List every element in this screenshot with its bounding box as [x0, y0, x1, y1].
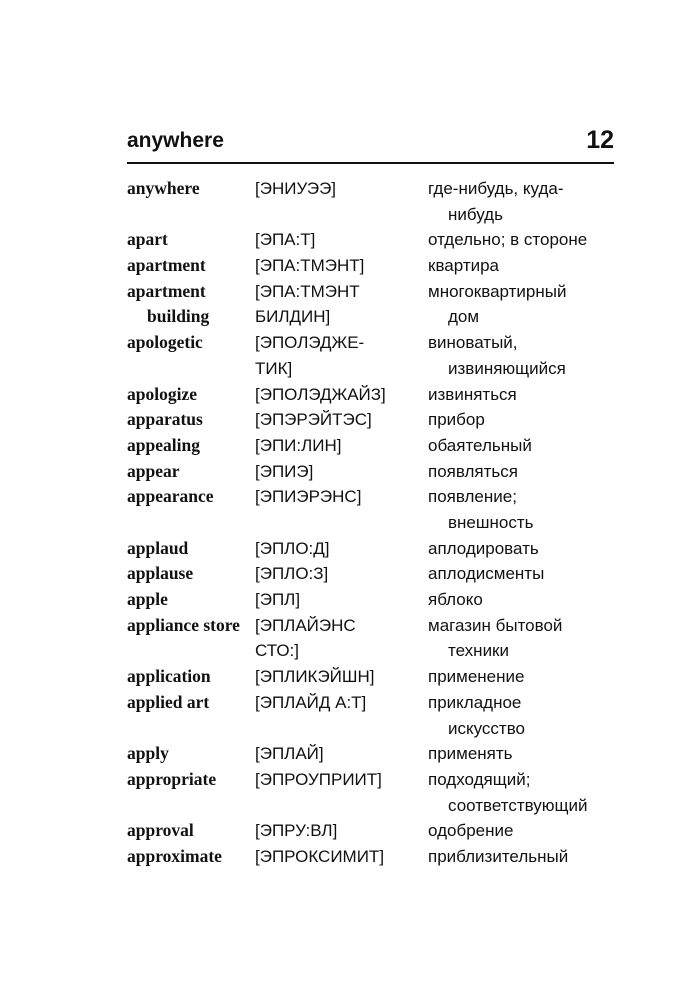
headword — [127, 690, 257, 716]
transcription — [255, 767, 427, 793]
headword-line: applied art — [127, 691, 210, 712]
transcription — [255, 279, 427, 330]
headword-line: appropriate — [127, 768, 217, 789]
translation-line: нибудь — [448, 204, 503, 224]
translation-line: квартира — [428, 256, 500, 276]
transcription-line: [ЭПЛО:З] — [255, 564, 329, 584]
transcription-line: [ЭПА:Т] — [255, 230, 316, 250]
headword — [127, 176, 257, 202]
transcription — [255, 664, 427, 690]
headword — [127, 484, 257, 510]
translation-line: подходящий; — [428, 769, 531, 789]
dictionary-entry — [127, 382, 614, 408]
translation-line: аплодировать — [428, 538, 539, 558]
transcription — [255, 382, 427, 408]
transcription-line: [ЭПЭРЭЙТЭС] — [255, 410, 372, 430]
dictionary-entry — [127, 690, 614, 741]
headword-line: apartment — [127, 255, 206, 276]
dictionary-entry — [127, 253, 614, 279]
translation-line: искусство — [448, 718, 526, 738]
dictionary-entry — [127, 664, 614, 690]
transcription — [255, 818, 427, 844]
dictionary-entry — [127, 536, 614, 562]
translation-line: появление; — [428, 487, 517, 507]
translation — [428, 587, 628, 613]
headword — [127, 382, 257, 408]
dictionary-entry — [127, 176, 614, 227]
transcription-line: ТИК] — [255, 358, 293, 378]
dictionary-entry — [127, 613, 614, 664]
translation-line: применять — [428, 744, 513, 764]
transcription — [255, 407, 427, 433]
transcription-line: [ЭПРОКСИМИТ] — [255, 846, 385, 866]
dictionary-entry — [127, 227, 614, 253]
transcription-line: [ЭПА:ТМЭНТ] — [255, 256, 365, 276]
transcription — [255, 844, 427, 870]
headword — [127, 407, 257, 433]
translation — [428, 844, 628, 870]
transcription — [255, 690, 427, 716]
headword — [127, 459, 257, 485]
translation — [428, 767, 628, 818]
headword-line: apologize — [127, 383, 197, 404]
transcription-line: [ЭПЛИКЭЙШН] — [255, 667, 375, 687]
transcription-line: [ЭПОЛЭДЖЕ- — [255, 333, 365, 353]
dictionary-entry — [127, 484, 614, 535]
translation-line: аплодисменты — [428, 564, 545, 584]
translation — [428, 330, 628, 381]
translation — [428, 279, 628, 330]
transcription-line: [ЭПОЛЭДЖАЙЗ] — [255, 384, 386, 404]
dictionary-entries — [127, 176, 614, 870]
headword — [127, 587, 257, 613]
translation — [428, 227, 628, 253]
dictionary-entry — [127, 330, 614, 381]
transcription — [255, 613, 427, 664]
translation — [428, 459, 628, 485]
transcription — [255, 253, 427, 279]
headword-line: apart — [127, 229, 168, 250]
headword — [127, 253, 257, 279]
headword-line: apologetic — [127, 332, 203, 353]
translation-line: техники — [448, 641, 509, 661]
dictionary-entry — [127, 279, 614, 330]
translation-line: где-нибудь, куда- — [428, 179, 564, 198]
translation-line: соответствующий — [448, 795, 588, 815]
translation — [428, 382, 628, 408]
headword-line: approval — [127, 820, 194, 841]
translation-line: отдельно; в стороне — [428, 230, 588, 250]
headword-line: appealing — [127, 434, 200, 455]
translation-line: прибор — [428, 410, 485, 430]
headword-line: building — [147, 306, 210, 327]
page-header — [127, 126, 614, 164]
page-number: 12 — [586, 126, 614, 154]
transcription-line: [ЭПЛАЙЭНС — [255, 615, 356, 635]
transcription — [255, 561, 427, 587]
translation — [428, 407, 628, 433]
translation-line: приблизительный — [428, 846, 569, 866]
translation — [428, 176, 628, 227]
translation — [428, 690, 628, 741]
dictionary-entry — [127, 433, 614, 459]
dictionary-entry — [127, 407, 614, 433]
transcription — [255, 741, 427, 767]
headword-line: applause — [127, 563, 194, 584]
translation — [428, 484, 628, 535]
transcription-line: БИЛДИН] — [255, 307, 331, 327]
dictionary-entry — [127, 561, 614, 587]
headword-line: appliance store — [127, 614, 240, 635]
translation — [428, 433, 628, 459]
headword — [127, 330, 257, 356]
headword-line: applaud — [127, 537, 189, 558]
translation-line: магазин бытовой — [428, 615, 563, 635]
headword — [127, 433, 257, 459]
headword — [127, 613, 257, 639]
transcription-line: [ЭПИЭ] — [255, 461, 314, 481]
translation — [428, 253, 628, 279]
transcription — [255, 433, 427, 459]
headword — [127, 561, 257, 587]
headword-line: apartment — [127, 280, 206, 301]
translation-line: яблоко — [428, 590, 483, 610]
dictionary-entry — [127, 818, 614, 844]
translation-line: извиняющийся — [448, 358, 566, 378]
dictionary-entry — [127, 844, 614, 870]
transcription — [255, 176, 427, 202]
transcription-line: [ЭПА:ТМЭНТ — [255, 281, 360, 301]
dictionary-entry — [127, 459, 614, 485]
transcription-line: [ЭПИЭРЭНС] — [255, 487, 362, 507]
transcription — [255, 587, 427, 613]
transcription — [255, 459, 427, 485]
translation-line: прикладное — [428, 692, 522, 712]
transcription — [255, 227, 427, 253]
translation-line: дом — [448, 307, 480, 327]
headword-line: approximate — [127, 845, 222, 866]
dictionary-entry — [127, 741, 614, 767]
transcription-line: [ЭПЛ] — [255, 590, 301, 610]
translation — [428, 561, 628, 587]
headword — [127, 536, 257, 562]
translation-line: обаятельный — [428, 435, 532, 455]
translation — [428, 818, 628, 844]
headword-line: anywhere — [127, 178, 200, 198]
translation-line: извиняться — [428, 384, 517, 404]
headword-line: apparatus — [127, 409, 203, 430]
headword-line: apply — [127, 743, 169, 764]
transcription — [255, 484, 427, 510]
dictionary-entry — [127, 767, 614, 818]
translation — [428, 664, 628, 690]
transcription — [255, 536, 427, 562]
headword-line: appear — [127, 460, 180, 481]
headword-line: apple — [127, 589, 168, 610]
translation-line: многоквартирный — [428, 281, 567, 301]
transcription-line: [ЭПЛАЙД А:Т] — [255, 692, 367, 712]
transcription-line: СТО:] — [255, 641, 300, 661]
headword — [127, 818, 257, 844]
transcription — [255, 330, 427, 381]
dictionary-entry — [127, 587, 614, 613]
running-head: anywhere — [127, 129, 224, 152]
headword — [127, 767, 257, 793]
transcription-line: [ЭПРУ:ВЛ] — [255, 821, 338, 841]
headword-line: appearance — [127, 486, 214, 507]
headword — [127, 279, 257, 330]
translation-line: внешность — [448, 512, 534, 532]
transcription-line: [ЭПЛО:Д] — [255, 538, 330, 558]
headword — [127, 741, 257, 767]
transcription-line: [ЭПЛАЙ] — [255, 744, 324, 764]
translation-line: применение — [428, 667, 525, 687]
translation-line: появляться — [428, 461, 518, 481]
transcription-line: [ЭПИ:ЛИН] — [255, 435, 342, 455]
headword-line: application — [127, 666, 211, 687]
translation-line: виноватый, — [428, 333, 518, 353]
headword — [127, 844, 257, 870]
translation — [428, 536, 628, 562]
headword — [127, 664, 257, 690]
translation-line: одобрение — [428, 821, 514, 841]
transcription-line: [ЭНИУЭЭ] — [255, 179, 337, 198]
headword — [127, 227, 257, 253]
translation — [428, 741, 628, 767]
transcription-line: [ЭПРОУПРИИТ] — [255, 769, 382, 789]
translation — [428, 613, 628, 664]
